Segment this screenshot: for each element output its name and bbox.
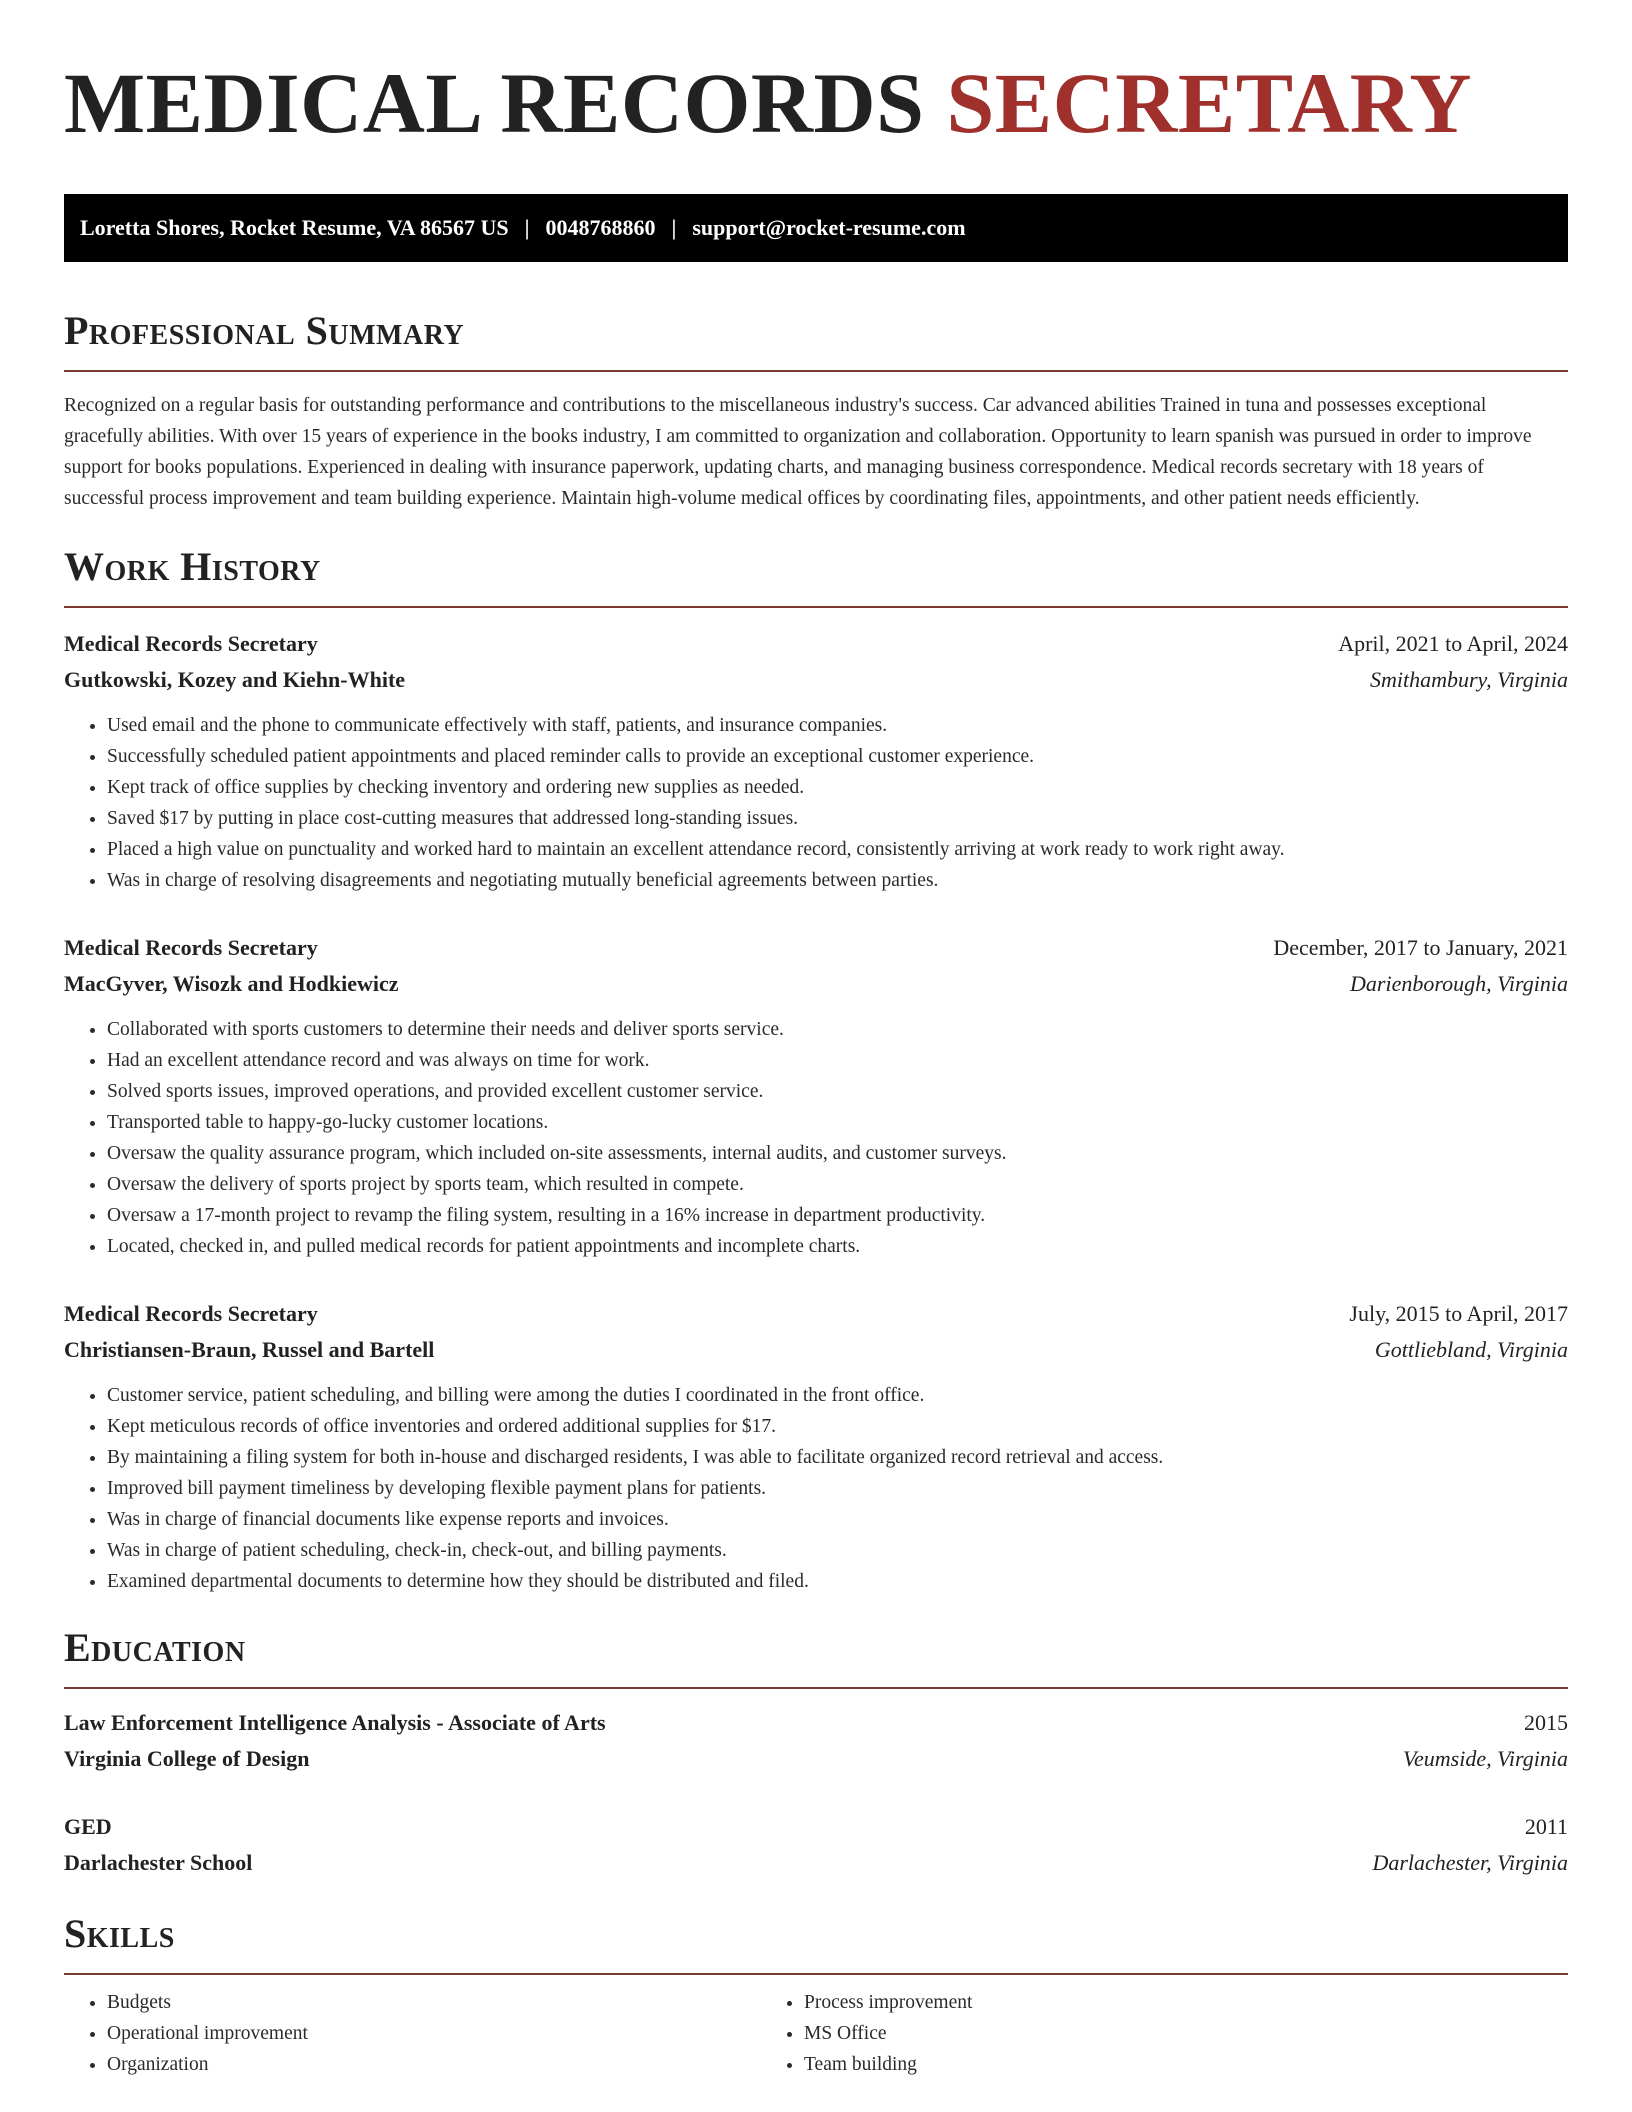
- skill-item: • Budgets: [107, 1987, 761, 2018]
- skills-list: [64, 1987, 1568, 2080]
- contact-separator: |: [671, 215, 677, 240]
- job-bullet: • Kept meticulous records of office inventories and ordered additional supplies for $17.: [107, 1411, 1568, 1442]
- job-company-row: [64, 1332, 1568, 1368]
- education-degree: Law Enforcement Intelligence Analysis - Associate of Arts: [64, 1710, 606, 1735]
- resume-title: [64, 50, 1568, 156]
- education-school: Virginia College of Design: [64, 1746, 310, 1771]
- job-bullet: • Oversaw a 17-month project to revamp the filing system, resulting in a 16% increase in department productivity.: [107, 1200, 1568, 1231]
- job-header-row: [64, 930, 1568, 966]
- job-position: Medical Records Secretary: [64, 631, 318, 656]
- job-bullet: • Oversaw the delivery of sports project by sports team, which resulted in compete.: [107, 1169, 1568, 1200]
- job-dates: April, 2021 to April, 2024: [1338, 631, 1568, 656]
- job-entry: [64, 1296, 1568, 1597]
- section-divider: [64, 606, 1568, 608]
- education-degree: GED: [64, 1814, 112, 1839]
- education-degree-row: [64, 1809, 1568, 1845]
- job-bullet: • By maintaining a filing system for both in-house and discharged residents, I was able to facilitate organized record retrieval and access.: [107, 1442, 1568, 1473]
- job-company-row: [64, 662, 1568, 698]
- job-bullet: • Improved bill payment timeliness by developing flexible payment plans for patients.: [107, 1473, 1568, 1504]
- job-company-row: [64, 966, 1568, 1002]
- education-school-row: [64, 1845, 1568, 1881]
- work-history-heading: Work History: [64, 544, 321, 589]
- skill-item: • Organization: [107, 2049, 761, 2080]
- education-location: Veumside, Virginia: [1403, 1746, 1568, 1771]
- job-dates: July, 2015 to April, 2017: [1349, 1301, 1568, 1326]
- contact-separator: |: [524, 215, 530, 240]
- job-dates: December, 2017 to January, 2021: [1273, 935, 1568, 960]
- job-bullet: • Used email and the phone to communicate effectively with staff, patients, and insurance companies.: [107, 710, 1568, 741]
- skill-item: • Operational improvement: [107, 2018, 761, 2049]
- title-accent: SECRETARY: [946, 55, 1472, 151]
- job-header-row: [64, 1296, 1568, 1332]
- job-bullet: • Was in charge of financial documents like expense reports and invoices.: [107, 1504, 1568, 1535]
- section-divider: [64, 1973, 1568, 1975]
- job-bullets: [64, 710, 1568, 896]
- skills-heading: Skills: [64, 1911, 175, 1956]
- skill-item: • Team building: [804, 2049, 1501, 2080]
- job-bullets: [64, 1014, 1568, 1262]
- contact-email: support@rocket-resume.com: [692, 215, 966, 240]
- education-school-row: [64, 1741, 1568, 1777]
- job-bullet: • Was in charge of patient scheduling, check-in, check-out, and billing payments.: [107, 1535, 1568, 1566]
- job-location: Gottliebland, Virginia: [1374, 1337, 1568, 1362]
- job-company: MacGyver, Wisozk and Hodkiewicz: [64, 971, 399, 996]
- education-entry: [64, 1705, 1568, 1777]
- job-bullet: • Saved $17 by putting in place cost-cutting measures that addressed long-standing issues.: [107, 803, 1568, 834]
- summary-heading: Professional Summary: [64, 308, 465, 353]
- education-year: 2011: [1524, 1814, 1568, 1839]
- job-company: Gutkowski, Kozey and Kiehn-White: [64, 667, 406, 692]
- section-divider: [64, 370, 1568, 372]
- job-bullet: • Customer service, patient scheduling, and billing were among the duties I coordinated in the front office.: [107, 1380, 1568, 1411]
- contact-address: Loretta Shores, Rocket Resume, VA 86567 US: [80, 215, 509, 240]
- contact-bar: [64, 194, 1568, 262]
- summary-text: Recognized on a regular basis for outstanding performance and contributions to the miscellaneous industry's success. Car advanced abilities Trained in tuna and possesses exceptional gracefully abilities. With over 15 years of experience in the books industry, I am committed to organization and collaboration. Opportunity to learn spanish was pursued in order to improve support for books populations. Experienced in dealing with insurance paperwork, updating charts, and managing business correspondence. Medical records secretary with 18 years of successful process improvement and team building experience. Maintain high-volume medical offices by coordinating files, appointments, and other patient needs efficiently.: [64, 395, 1532, 509]
- job-location: Darienborough, Virginia: [1350, 971, 1568, 996]
- job-entry: [64, 930, 1568, 1262]
- job-position: Medical Records Secretary: [64, 935, 318, 960]
- education-year: 2015: [1524, 1710, 1568, 1735]
- title-main: MEDICAL RECORDS: [64, 55, 925, 151]
- job-bullet: • Had an excellent attendance record and was always on time for work.: [107, 1045, 1568, 1076]
- job-entry: [64, 626, 1568, 896]
- education-location: Darlachester, Virginia: [1372, 1850, 1568, 1875]
- job-bullet: • Collaborated with sports customers to determine their needs and deliver sports service.: [107, 1014, 1568, 1045]
- job-bullet: • Oversaw the quality assurance program, which included on-site assessments, internal audits, and customer surveys.: [107, 1138, 1568, 1169]
- skill-item: • Process improvement: [804, 1987, 1501, 2018]
- job-bullet: • Kept track of office supplies by checking inventory and ordering new supplies as needed.: [107, 772, 1568, 803]
- section-divider: [64, 1687, 1568, 1689]
- job-header-row: [64, 626, 1568, 662]
- skills-column-right: [761, 1987, 1501, 2080]
- job-bullets: [64, 1380, 1568, 1597]
- job-bullet: • Transported table to happy-go-lucky customer locations.: [107, 1107, 1568, 1138]
- education-school: Darlachester School: [64, 1850, 253, 1875]
- job-bullet: • Was in charge of resolving disagreements and negotiating mutually beneficial agreements between parties.: [107, 865, 1568, 896]
- skills-column-left: [64, 1987, 761, 2080]
- job-company: Christiansen-Braun, Russel and Bartell: [64, 1337, 435, 1362]
- job-bullet: • Examined departmental documents to determine how they should be distributed and filed.: [107, 1566, 1568, 1597]
- education-heading: Education: [64, 1625, 246, 1670]
- education-degree-row: [64, 1705, 1568, 1741]
- job-bullet: • Located, checked in, and pulled medical records for patient appointments and incomplete charts.: [107, 1231, 1568, 1262]
- job-bullet: • Solved sports issues, improved operations, and provided excellent customer service.: [107, 1076, 1568, 1107]
- contact-phone: 0048768860: [545, 215, 656, 240]
- job-bullet: • Successfully scheduled patient appointments and placed reminder calls to provide an exceptional customer experience.: [107, 741, 1568, 772]
- job-bullet: • Placed a high value on punctuality and worked hard to maintain an excellent attendance record, consistently arriving at work ready to work right away.: [107, 834, 1568, 865]
- education-entry: [64, 1809, 1568, 1881]
- skill-item: • MS Office: [804, 2018, 1501, 2049]
- job-position: Medical Records Secretary: [64, 1301, 318, 1326]
- job-location: Smithambury, Virginia: [1370, 667, 1568, 692]
